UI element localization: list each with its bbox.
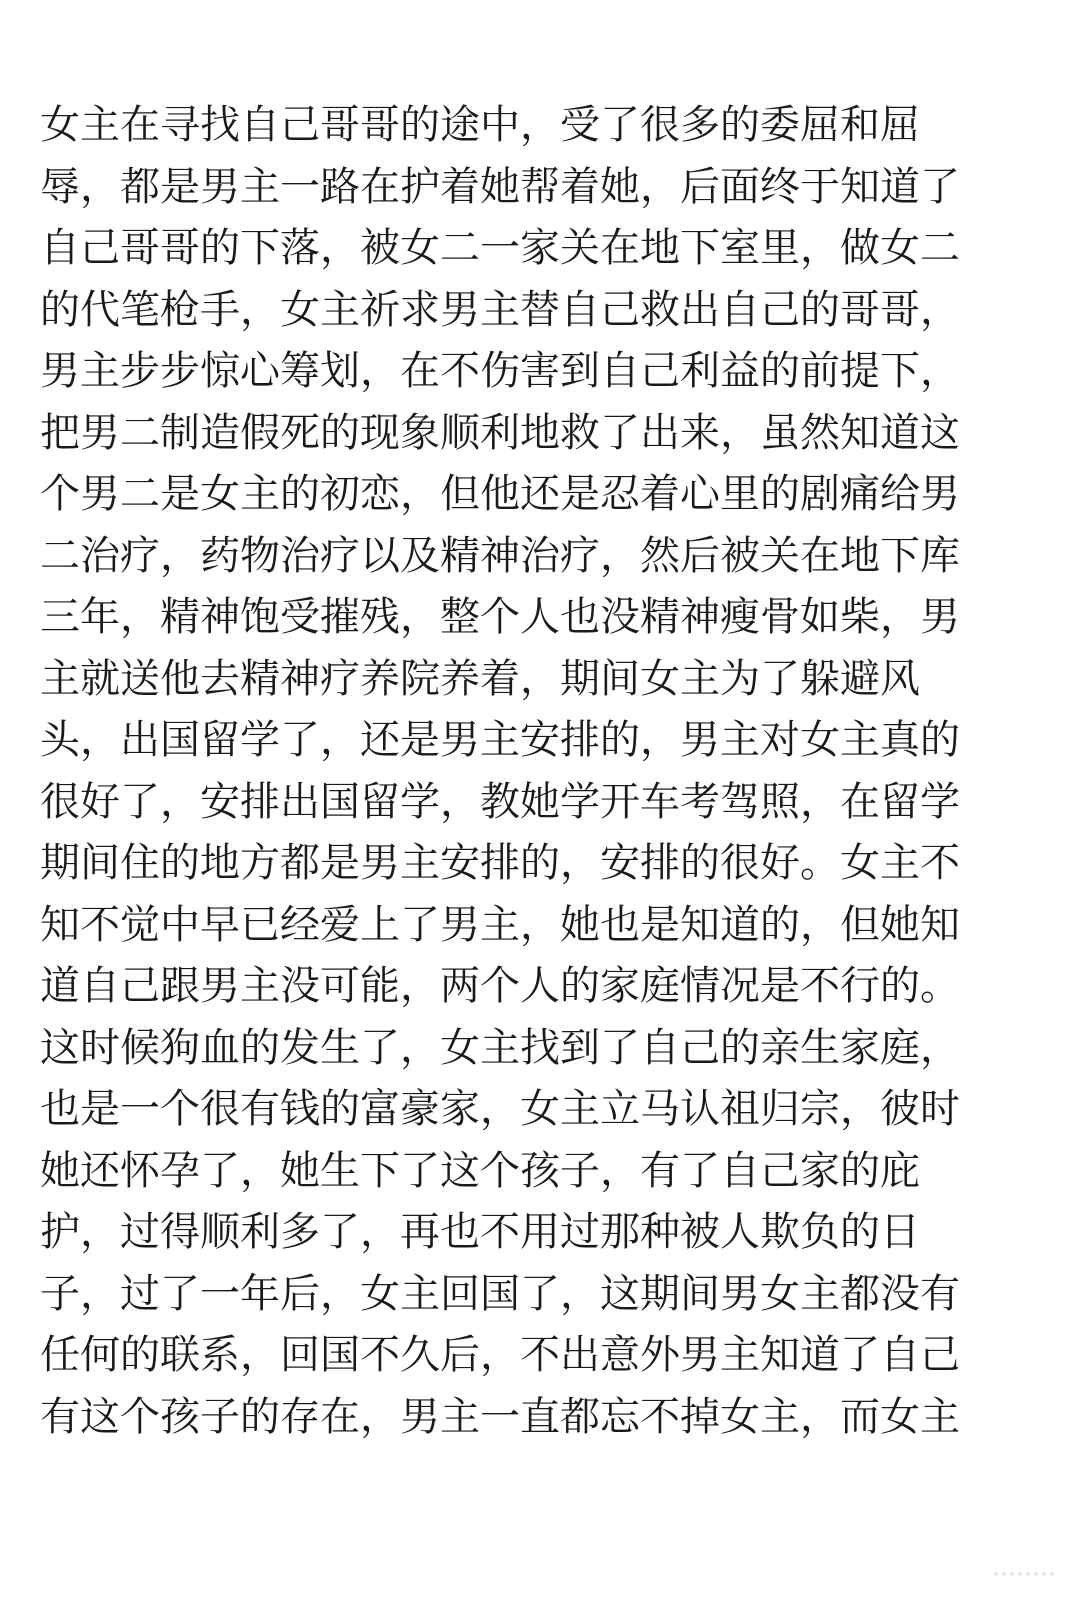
article-line-7: 个男二是女主的初恋，但他还是忍着心里的剧痛给男 xyxy=(40,471,960,517)
article-line-1: 女主在寻找自己哥哥的途中，受了很多的委屈和屈 xyxy=(40,102,920,148)
article-line-20: 子，过了一年后，女主回国了，这期间男女主都没有 xyxy=(40,1270,960,1317)
watermark-dot xyxy=(1034,1572,1038,1576)
article-line-21: 任何的联系，回国不久后，不出意外男主知道了自己 xyxy=(40,1332,960,1378)
article-line-5: 男主步步惊心筹划，在不伤害到自己利益的前提下， xyxy=(40,348,960,394)
article-line-16: 这时候狗血的发生了，女主找到了自己的亲生家庭， xyxy=(40,1024,960,1071)
watermark-dot xyxy=(1050,1572,1054,1576)
article-line-4: 的代笔枪手，女主祈求男主替自己救出自己的哥哥， xyxy=(40,286,960,333)
watermark xyxy=(914,1561,1054,1587)
article-line-9: 三年，精神饱受摧残，整个人也没精神瘦骨如柴，男 xyxy=(40,594,960,640)
article-line-15: 道自己跟男主没可能，两个人的家庭情况是不行的。 xyxy=(40,963,960,1009)
article-line-10: 主就送他去精神疗养院养着，期间女主为了躲避风 xyxy=(40,655,920,702)
article-line-2: 辱，都是男主一路在护着她帮着她，后面终于知道了 xyxy=(40,163,960,210)
article-line-18: 她还怀孕了，她生下了这个孩子，有了自己家的庇 xyxy=(40,1147,920,1194)
watermark-dot xyxy=(1018,1572,1022,1576)
article-line-3: 自己哥哥的下落，被女二一家关在地下室里，做女二 xyxy=(40,225,960,271)
watermark-dot xyxy=(1042,1572,1046,1576)
article-line-8: 二治疗，药物治疗以及精神治疗，然后被关在地下库 xyxy=(40,532,960,579)
watermark-dot xyxy=(1010,1572,1014,1576)
article-line-6: 把男二制造假死的现象顺利地救了出来，虽然知道这 xyxy=(40,409,960,456)
article-line-12: 很好了，安排出国留学，教她学开车考驾照，在留学 xyxy=(40,778,960,825)
article-line-13: 期间住的地方都是男主安排的，安排的很好。女主不 xyxy=(40,840,960,886)
watermark-dot xyxy=(1002,1572,1006,1576)
watermark-dot xyxy=(1026,1572,1030,1576)
watermark-dot xyxy=(994,1572,998,1576)
article-line-22: 有这个孩子的存在，男主一直都忘不掉女主，而女主 xyxy=(40,1393,960,1440)
article-line-17: 也是一个很有钱的富豪家，女主立马认祖归宗，彼时 xyxy=(40,1086,960,1132)
article-line-14: 知不觉中早已经爱上了男主，她也是知道的，但她知 xyxy=(40,901,960,948)
article-line-11: 头，出国留学了，还是男主安排的，男主对女主真的 xyxy=(40,717,960,763)
article-body xyxy=(40,95,1040,1448)
article-line-19: 护，过得顺利多了，再也不用过那种被人欺负的日 xyxy=(40,1209,920,1255)
